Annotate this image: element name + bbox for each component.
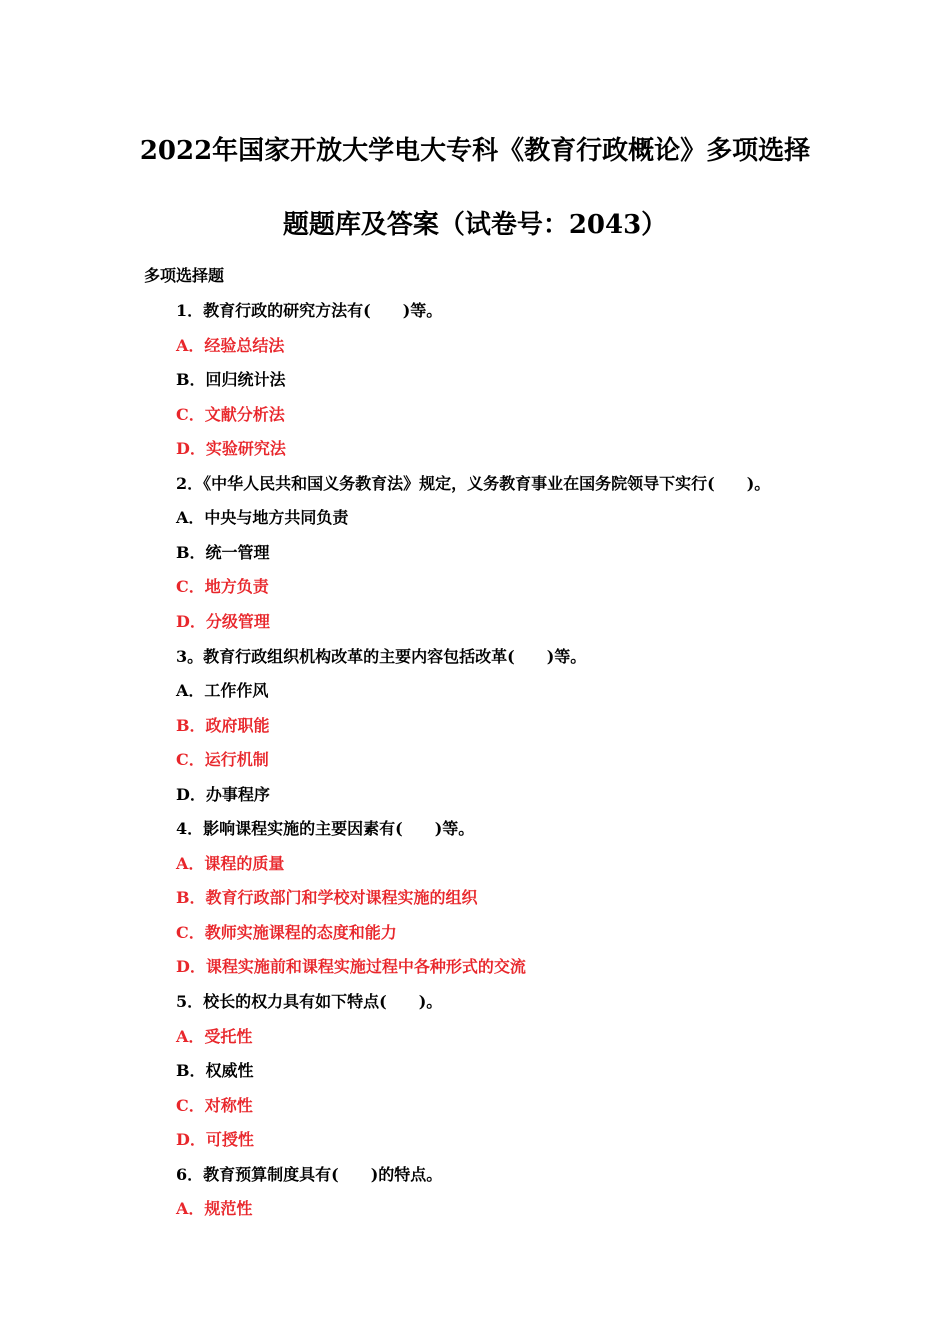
document-title-line-2: 题题库及答案（试卷号：2043） [282, 210, 668, 240]
answer-option-correct: D．可授性 [176, 1130, 254, 1149]
document-title-line-1: 2022年国家开放大学电大专科《教育行政概论》多项选择 [139, 136, 811, 166]
answer-option-correct: C．地方负责 [176, 577, 269, 596]
answer-option-correct: D．实验研究法 [176, 439, 286, 458]
answer-option: D．办事程序 [176, 785, 270, 804]
answer-option-correct: A．受托性 [176, 1027, 253, 1046]
answer-option-correct: C．对称性 [176, 1096, 253, 1115]
answer-option-correct: B．政府职能 [176, 716, 270, 735]
answer-option: B．回归统计法 [176, 370, 286, 389]
question-text: 6．教育预算制度具有( )的特点。 [176, 1165, 443, 1184]
answer-option: A．工作作风 [176, 681, 269, 700]
answer-option-correct: D．分级管理 [176, 612, 270, 631]
answer-option-correct: B．教育行政部门和学校对课程实施的组织 [176, 888, 478, 907]
answer-option-correct: A．经验总结法 [176, 336, 285, 355]
question-text: 5．校长的权力具有如下特点( )。 [176, 992, 443, 1011]
answer-option: B．权威性 [176, 1061, 254, 1080]
answer-option-correct: D．课程实施前和课程实施过程中各种形式的交流 [176, 957, 526, 976]
question-text: 4．影响课程实施的主要因素有( )等。 [176, 819, 475, 838]
answer-option-correct: C．运行机制 [176, 750, 269, 769]
answer-option-correct: C．文献分析法 [176, 405, 285, 424]
question-text: 1．教育行政的研究方法有( )等。 [176, 301, 443, 320]
answer-option-correct: A．课程的质量 [176, 854, 285, 873]
answer-option-correct: C．教师实施课程的态度和能力 [176, 923, 397, 942]
section-heading: 多项选择题 [144, 266, 225, 285]
answer-option: A．中央与地方共同负责 [176, 508, 349, 527]
question-text: 3。教育行政组织机构改革的主要内容包括改革( )等。 [176, 647, 587, 666]
question-text: 2．《中华人民共和国义务教育法》规定，义务教育事业在国务院领导下实行( )。 [176, 474, 771, 493]
answer-option-correct: A．规范性 [176, 1199, 253, 1218]
answer-option: B．统一管理 [176, 543, 270, 562]
